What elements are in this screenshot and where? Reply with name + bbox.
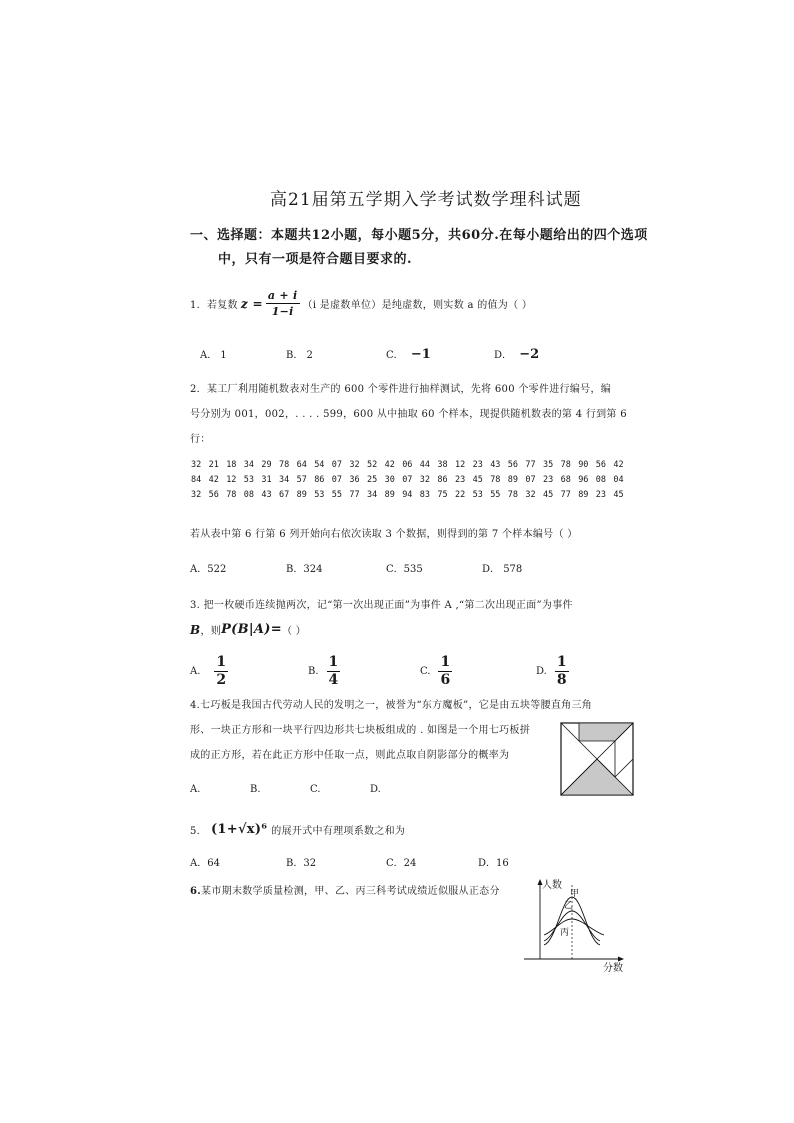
q5-option-c: C．24 — [386, 858, 417, 869]
question-1 — [190, 288, 532, 319]
q3-option-d-num: 1 — [556, 654, 567, 670]
q5-option-a: A．64 — [190, 858, 220, 869]
q3-expression: P(B|A)= — [221, 622, 282, 637]
random-table-cell: 23 — [595, 490, 607, 500]
page-title: 高21届第五学期入学考试数学理科试题 — [270, 190, 582, 210]
q3-option-c-fraction — [438, 654, 452, 689]
random-table-cell: 89 — [296, 490, 307, 500]
random-table-cell: 07 — [331, 460, 343, 470]
q1-option-c-value: −1 — [410, 347, 431, 362]
q3-option-a-num: 1 — [216, 654, 227, 670]
random-table-cell: 18 — [226, 460, 237, 470]
random-table-cell: 42 — [384, 460, 395, 470]
q3-option-c-num: 1 — [440, 654, 451, 670]
random-table-cell: 08 — [243, 490, 255, 500]
random-table-cell: 89 — [507, 475, 519, 485]
random-table-cell: 42 — [208, 475, 219, 485]
q3-line1: 3. 把一枚硬币连续抛两次，记“第一次出现正面”为事件 A ,“第二次出现正面”为事件 — [190, 600, 573, 611]
q3-option-d-fraction — [555, 654, 569, 689]
q1-prefix: 1．若复数 — [190, 300, 238, 311]
q3-option-b-fraction — [327, 654, 341, 689]
normal-distribution-graph — [520, 875, 632, 975]
random-table-cell: 89 — [384, 490, 395, 500]
random-table-cell: 36 — [349, 475, 360, 485]
random-table-cell: 44 — [419, 460, 431, 470]
random-table-cell: 84 — [191, 475, 202, 485]
q3-line2-mid: ，则 — [200, 626, 222, 637]
random-table-cell: 54 — [314, 460, 325, 470]
q3-option-d-label: D. — [536, 666, 547, 677]
random-table-cell: 77 — [560, 490, 571, 500]
random-table-cell: 56 — [507, 460, 519, 470]
random-table-cell: 86 — [314, 475, 325, 485]
q2-line3: 行： — [190, 434, 211, 445]
q3-option-a-label: A. — [190, 666, 201, 677]
random-table-cell: 23 — [472, 460, 483, 470]
random-table-cell: 22 — [455, 490, 466, 500]
random-table-row — [191, 490, 631, 505]
random-table-cell: 78 — [226, 490, 237, 500]
q4-line3: 成的正方形，若在此正方形中任取一点，则此点取自阴影部分的概率为 — [190, 750, 510, 761]
random-table-cell: 57 — [296, 475, 307, 485]
curve-label-yi: 乙 — [564, 901, 574, 911]
section-heading-line2: 中，只有一项是符合题目要求的. — [218, 252, 413, 267]
q1-option-d-label: D． — [494, 350, 513, 361]
q1-option-c-label: C． — [386, 350, 404, 361]
q4-line1: 4.七巧板是我国古代劳动人民的发明之一，被誉为“东方魔板”，它是由五块等腰直角三角 — [190, 700, 593, 711]
q2-line2: 号分别为 001，002，. . . . 599，600 从中抽取 60 个样本，现提供随机数表的第 4 行到第 6 — [190, 409, 627, 420]
q1-frac-num: a + i — [267, 289, 298, 302]
random-table-cell: 07 — [331, 475, 343, 485]
random-table-cell: 52 — [367, 460, 378, 470]
q4-option-a: A. — [190, 784, 201, 795]
random-table-cell: 78 — [507, 490, 519, 500]
q3-option-d — [536, 654, 569, 689]
random-table-cell: 55 — [331, 490, 343, 500]
random-table-cell: 34 — [279, 475, 290, 485]
q4-option-b: B. — [250, 784, 261, 795]
random-table-cell: 68 — [560, 475, 571, 485]
random-table-cell: 04 — [613, 475, 624, 485]
x-axis-arrow-icon — [618, 957, 624, 962]
question-6 — [190, 882, 500, 897]
q3-option-b-num: 1 — [328, 654, 339, 670]
q4-option-c: C. — [310, 784, 321, 795]
random-table-cell: 53 — [243, 475, 255, 485]
random-table-cell: 30 — [384, 475, 395, 485]
random-table-cell: 90 — [578, 460, 589, 470]
random-table-cell: 12 — [455, 460, 466, 470]
q3-option-c — [420, 654, 452, 689]
random-table-row — [191, 460, 631, 475]
random-table-cell: 07 — [402, 475, 413, 485]
random-table-cell: 34 — [243, 460, 255, 470]
random-table-cell: 43 — [490, 460, 501, 470]
q1-fraction — [266, 288, 300, 319]
random-table-cell: 32 — [349, 460, 360, 470]
random-table-cell: 08 — [595, 475, 607, 485]
q4-option-d: D. — [370, 784, 381, 795]
q1-suffix: （i 是虚数单位）是纯虚数，则实数 a 的值为（ ） — [302, 300, 533, 311]
y-axis-label: 人数 — [542, 880, 562, 891]
random-table-cell: 77 — [349, 490, 360, 500]
random-table-cell: 45 — [543, 490, 554, 500]
q2-option-b: B．324 — [286, 564, 323, 575]
q5-option-d: D．16 — [478, 858, 509, 869]
random-table-cell: 78 — [279, 460, 290, 470]
random-table-cell: 78 — [560, 460, 571, 470]
q3-option-a-den: 2 — [216, 672, 227, 688]
random-table-cell: 64 — [296, 460, 307, 470]
random-table-cell: 32 — [525, 490, 536, 500]
random-table-cell: 56 — [595, 460, 607, 470]
q1-option-d-value: −2 — [519, 347, 540, 362]
random-table-cell: 75 — [437, 490, 448, 500]
q3-option-c-den: 6 — [440, 672, 451, 688]
random-table-cell: 96 — [578, 475, 589, 485]
random-table-cell: 32 — [191, 490, 202, 500]
q2-question: 若从表中第 6 行第 6 列开始向右依次读取 3 个数据，则得到的第 7 个样本编号（ ） — [190, 529, 578, 540]
q1-z-label: z = — [240, 296, 263, 311]
random-table-cell: 23 — [543, 475, 554, 485]
random-table-cell: 94 — [402, 490, 413, 500]
random-table-cell: 35 — [543, 460, 554, 470]
random-table-cell: 32 — [419, 475, 431, 485]
q1-option-c — [386, 346, 431, 362]
q5-prefix: 5． — [190, 826, 207, 837]
x-axis-label: 分数 — [603, 963, 623, 974]
q3-option-c-label: C. — [420, 666, 431, 677]
q6-number: 6. — [190, 886, 202, 897]
random-table-cell: 32 — [191, 460, 202, 470]
random-table-cell: 06 — [402, 460, 413, 470]
q5-option-b: B．32 — [286, 858, 317, 869]
q3-line2-end: （ ） — [281, 626, 307, 637]
q1-frac-den: 1−i — [271, 305, 294, 318]
q5-suffix: 的展开式中有理项系数之和为 — [271, 826, 406, 837]
random-table-cell: 45 — [472, 475, 483, 485]
q5-expression: (1+√x)⁶ — [210, 822, 268, 837]
question-5 — [190, 822, 405, 837]
q3-option-b — [308, 654, 340, 689]
q2-option-c: C．535 — [386, 564, 423, 575]
random-table-cell: 07 — [525, 475, 536, 485]
q3-option-b-label: B. — [308, 666, 319, 677]
random-table-cell: 56 — [208, 490, 219, 500]
q6-text: 某市期末数学质量检测，甲、乙、丙三科考试成绩近似服从正态分 — [201, 886, 500, 897]
random-table-cell: 31 — [261, 475, 272, 485]
q3-line2 — [190, 622, 306, 637]
section-heading-line1: 一、选择题：本题共12小题，每小题5分，共60分.在每小题给出的四个选项 — [190, 228, 648, 243]
q3-event-b: B — [190, 622, 201, 637]
random-table-cell: 38 — [437, 460, 448, 470]
curve-label-jia: 甲 — [570, 889, 580, 899]
random-table-cell: 77 — [525, 460, 536, 470]
random-table-cell: 83 — [419, 490, 431, 500]
tangram-figure — [560, 722, 634, 796]
q3-option-a-fraction — [214, 654, 228, 689]
random-table-cell: 89 — [578, 490, 589, 500]
curve-label-bing: 丙 — [560, 928, 570, 938]
random-table-cell: 23 — [455, 475, 466, 485]
random-table-row — [191, 475, 631, 490]
q1-option-d — [494, 346, 539, 362]
random-table-cell: 42 — [613, 460, 624, 470]
random-number-table — [191, 460, 631, 505]
random-table-cell: 78 — [490, 475, 501, 485]
random-table-cell: 53 — [314, 490, 325, 500]
random-table-cell: 12 — [226, 475, 237, 485]
random-table-cell: 21 — [208, 460, 219, 470]
random-table-cell: 29 — [261, 460, 272, 470]
random-table-cell: 67 — [279, 490, 290, 500]
q3-option-d-den: 8 — [556, 672, 567, 688]
q2-option-a: A．522 — [190, 564, 227, 575]
q2-option-d: D． 578 — [482, 564, 523, 575]
q1-option-b: B． 2 — [286, 350, 313, 361]
q4-line2: 形、一块正方形和一块平行四边形共七块板组成的 . 如图是一个用七巧板拼 — [190, 725, 531, 736]
random-table-cell: 55 — [490, 490, 501, 500]
q3-option-a — [190, 654, 228, 689]
random-table-cell: 43 — [261, 490, 272, 500]
random-table-cell: 34 — [367, 490, 378, 500]
random-table-cell: 25 — [367, 475, 378, 485]
q1-option-a: A． 1 — [200, 350, 227, 361]
random-table-cell: 53 — [472, 490, 483, 500]
q2-line1: 2．某工厂利用随机数表对生产的 600 个零件进行抽样测试，先将 600 个零件进行编号，编 — [190, 384, 612, 395]
random-table-cell: 86 — [437, 475, 448, 485]
q3-option-b-den: 4 — [328, 672, 339, 688]
random-table-cell: 45 — [613, 490, 624, 500]
